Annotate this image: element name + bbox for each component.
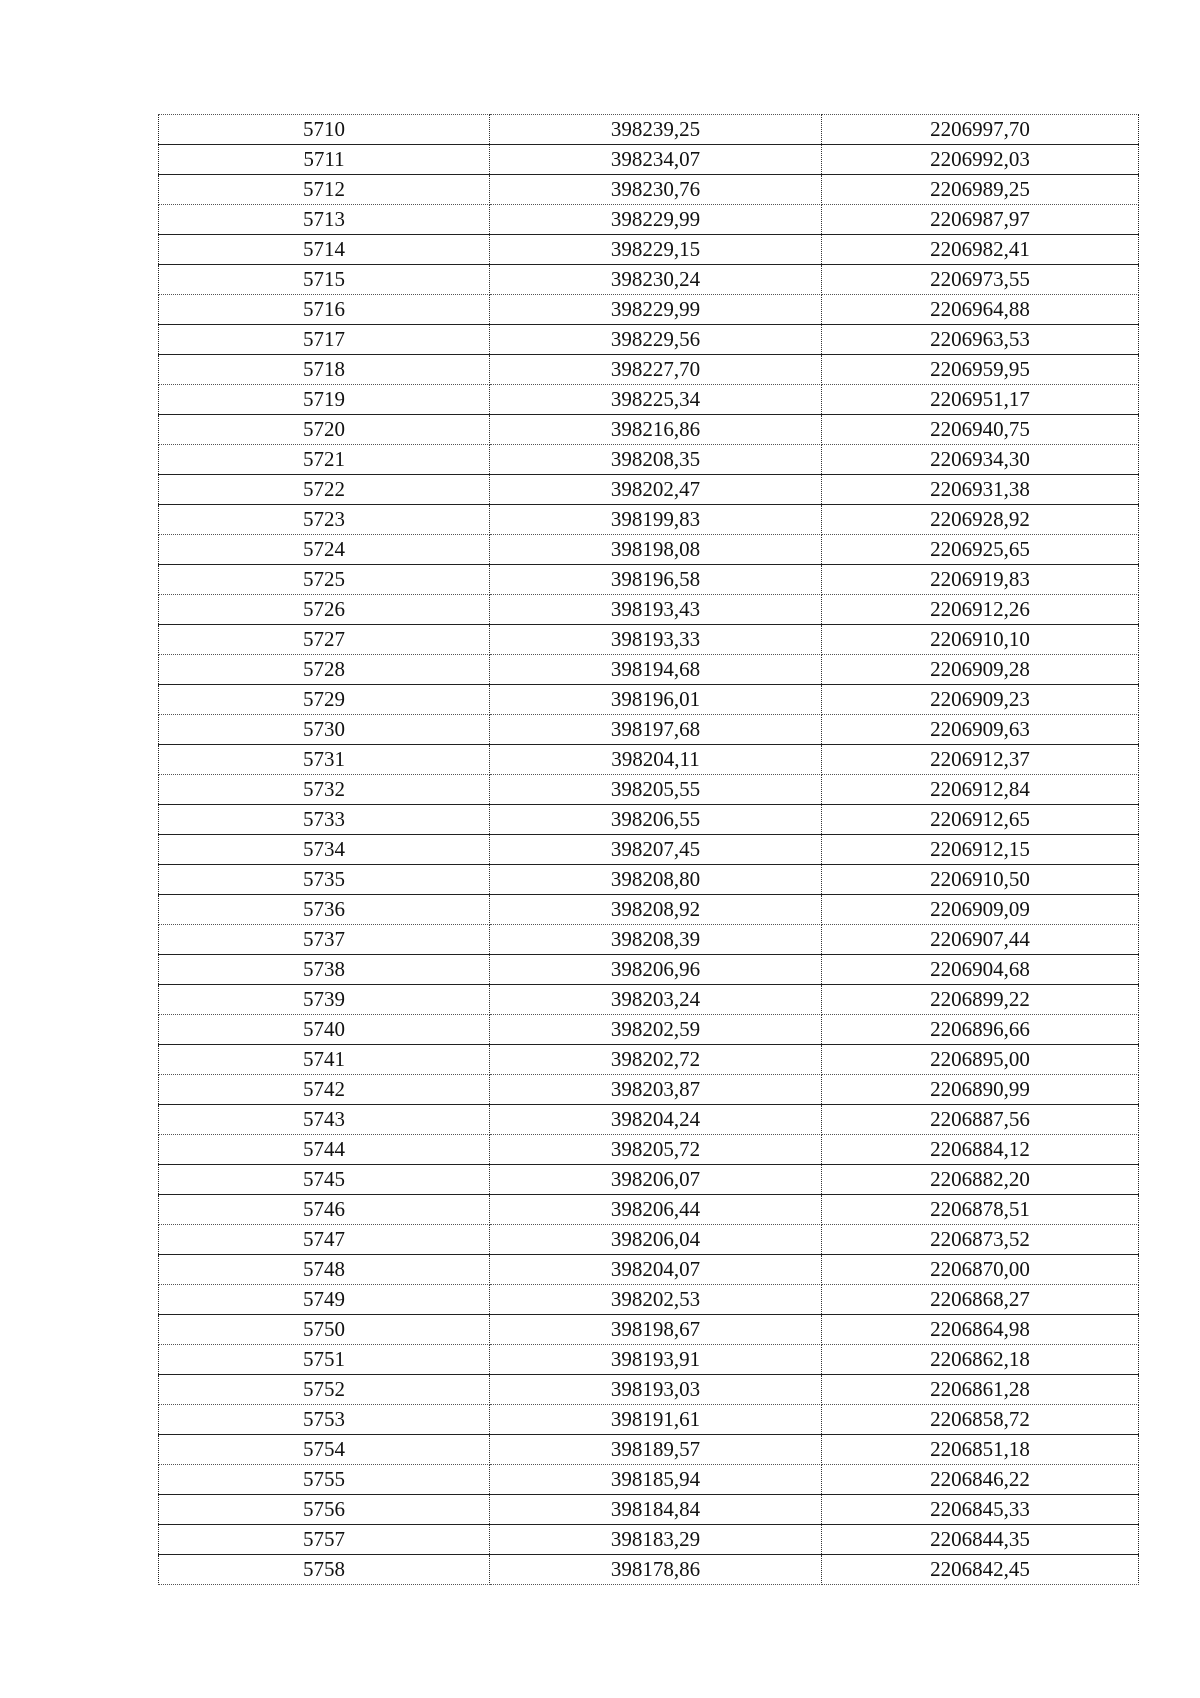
point-number-cell: 5737 — [159, 925, 490, 955]
table-row — [159, 895, 1139, 925]
point-number-cell: 5756 — [159, 1495, 490, 1525]
x-coordinate-cell: 398196,58 — [490, 565, 822, 595]
x-coordinate-cell: 398202,53 — [490, 1285, 822, 1315]
point-number-cell: 5726 — [159, 595, 490, 625]
y-coordinate-cell: 2206989,25 — [822, 175, 1139, 205]
point-number-cell: 5728 — [159, 655, 490, 685]
table-row — [159, 1495, 1139, 1525]
x-coordinate-cell: 398239,25 — [490, 115, 822, 145]
point-number-cell: 5752 — [159, 1375, 490, 1405]
y-coordinate-cell: 2206873,52 — [822, 1225, 1139, 1255]
point-number-cell: 5712 — [159, 175, 490, 205]
y-coordinate-cell: 2206951,17 — [822, 385, 1139, 415]
table-row — [159, 235, 1139, 265]
table-row — [159, 1165, 1139, 1195]
x-coordinate-cell: 398198,67 — [490, 1315, 822, 1345]
point-number-cell: 5725 — [159, 565, 490, 595]
table-row — [159, 265, 1139, 295]
x-coordinate-cell: 398206,07 — [490, 1165, 822, 1195]
point-number-cell: 5736 — [159, 895, 490, 925]
x-coordinate-cell: 398204,11 — [490, 745, 822, 775]
point-number-cell: 5738 — [159, 955, 490, 985]
table-row — [159, 385, 1139, 415]
table-row — [159, 1015, 1139, 1045]
x-coordinate-cell: 398189,57 — [490, 1435, 822, 1465]
table-row — [159, 775, 1139, 805]
table-row — [159, 175, 1139, 205]
x-coordinate-cell: 398194,68 — [490, 655, 822, 685]
table-row — [159, 1105, 1139, 1135]
point-number-cell: 5716 — [159, 295, 490, 325]
table-row — [159, 1525, 1139, 1555]
x-coordinate-cell: 398204,24 — [490, 1105, 822, 1135]
point-number-cell: 5723 — [159, 505, 490, 535]
y-coordinate-cell: 2206912,84 — [822, 775, 1139, 805]
y-coordinate-cell: 2206895,00 — [822, 1045, 1139, 1075]
y-coordinate-cell: 2206870,00 — [822, 1255, 1139, 1285]
table-row — [159, 955, 1139, 985]
table-row — [159, 415, 1139, 445]
point-number-cell: 5734 — [159, 835, 490, 865]
point-number-cell: 5729 — [159, 685, 490, 715]
y-coordinate-cell: 2206919,83 — [822, 565, 1139, 595]
y-coordinate-cell: 2206907,44 — [822, 925, 1139, 955]
x-coordinate-cell: 398206,96 — [490, 955, 822, 985]
y-coordinate-cell: 2206844,35 — [822, 1525, 1139, 1555]
y-coordinate-cell: 2206997,70 — [822, 115, 1139, 145]
table-row — [159, 1345, 1139, 1375]
point-number-cell: 5711 — [159, 145, 490, 175]
y-coordinate-cell: 2206846,22 — [822, 1465, 1139, 1495]
y-coordinate-cell: 2206842,45 — [822, 1555, 1139, 1585]
table-row — [159, 535, 1139, 565]
point-number-cell: 5718 — [159, 355, 490, 385]
table-row — [159, 115, 1139, 145]
y-coordinate-cell: 2206851,18 — [822, 1435, 1139, 1465]
y-coordinate-cell: 2206909,23 — [822, 685, 1139, 715]
point-number-cell: 5722 — [159, 475, 490, 505]
table-row — [159, 1225, 1139, 1255]
y-coordinate-cell: 2206931,38 — [822, 475, 1139, 505]
y-coordinate-cell: 2206868,27 — [822, 1285, 1139, 1315]
y-coordinate-cell: 2206959,95 — [822, 355, 1139, 385]
y-coordinate-cell: 2206909,28 — [822, 655, 1139, 685]
x-coordinate-cell: 398193,43 — [490, 595, 822, 625]
x-coordinate-cell: 398230,24 — [490, 265, 822, 295]
point-number-cell: 5749 — [159, 1285, 490, 1315]
point-number-cell: 5713 — [159, 205, 490, 235]
x-coordinate-cell: 398208,92 — [490, 895, 822, 925]
point-number-cell: 5748 — [159, 1255, 490, 1285]
y-coordinate-cell: 2206845,33 — [822, 1495, 1139, 1525]
table-row — [159, 205, 1139, 235]
point-number-cell: 5754 — [159, 1435, 490, 1465]
point-number-cell: 5744 — [159, 1135, 490, 1165]
x-coordinate-cell: 398205,72 — [490, 1135, 822, 1165]
x-coordinate-cell: 398193,03 — [490, 1375, 822, 1405]
x-coordinate-cell: 398225,34 — [490, 385, 822, 415]
x-coordinate-cell: 398207,45 — [490, 835, 822, 865]
table-row — [159, 625, 1139, 655]
x-coordinate-cell: 398202,47 — [490, 475, 822, 505]
point-number-cell: 5739 — [159, 985, 490, 1015]
point-number-cell: 5753 — [159, 1405, 490, 1435]
point-number-cell: 5758 — [159, 1555, 490, 1585]
y-coordinate-cell: 2206878,51 — [822, 1195, 1139, 1225]
x-coordinate-cell: 398205,55 — [490, 775, 822, 805]
y-coordinate-cell: 2206973,55 — [822, 265, 1139, 295]
table-row — [159, 1315, 1139, 1345]
x-coordinate-cell: 398193,33 — [490, 625, 822, 655]
table-row — [159, 355, 1139, 385]
point-number-cell: 5717 — [159, 325, 490, 355]
point-number-cell: 5733 — [159, 805, 490, 835]
point-number-cell: 5735 — [159, 865, 490, 895]
point-number-cell: 5755 — [159, 1465, 490, 1495]
table-row — [159, 445, 1139, 475]
y-coordinate-cell: 2206896,66 — [822, 1015, 1139, 1045]
x-coordinate-cell: 398185,94 — [490, 1465, 822, 1495]
y-coordinate-cell: 2206940,75 — [822, 415, 1139, 445]
table-row — [159, 1075, 1139, 1105]
table-row — [159, 1285, 1139, 1315]
point-number-cell: 5720 — [159, 415, 490, 445]
point-number-cell: 5741 — [159, 1045, 490, 1075]
table-row — [159, 1045, 1139, 1075]
table-row — [159, 1465, 1139, 1495]
y-coordinate-cell: 2206887,56 — [822, 1105, 1139, 1135]
x-coordinate-cell: 398208,80 — [490, 865, 822, 895]
table-row — [159, 1255, 1139, 1285]
x-coordinate-cell: 398229,15 — [490, 235, 822, 265]
y-coordinate-cell: 2206909,09 — [822, 895, 1139, 925]
x-coordinate-cell: 398229,56 — [490, 325, 822, 355]
point-number-cell: 5730 — [159, 715, 490, 745]
y-coordinate-cell: 2206982,41 — [822, 235, 1139, 265]
y-coordinate-cell: 2206899,22 — [822, 985, 1139, 1015]
table-row — [159, 685, 1139, 715]
point-number-cell: 5757 — [159, 1525, 490, 1555]
table-row — [159, 295, 1139, 325]
y-coordinate-cell: 2206858,72 — [822, 1405, 1139, 1435]
x-coordinate-cell: 398216,86 — [490, 415, 822, 445]
table-row — [159, 1405, 1139, 1435]
y-coordinate-cell: 2206928,92 — [822, 505, 1139, 535]
point-number-cell: 5751 — [159, 1345, 490, 1375]
x-coordinate-cell: 398206,44 — [490, 1195, 822, 1225]
point-number-cell: 5743 — [159, 1105, 490, 1135]
table-row — [159, 595, 1139, 625]
y-coordinate-cell: 2206964,88 — [822, 295, 1139, 325]
table-row — [159, 325, 1139, 355]
x-coordinate-cell: 398202,59 — [490, 1015, 822, 1045]
x-coordinate-cell: 398183,29 — [490, 1525, 822, 1555]
y-coordinate-cell: 2206862,18 — [822, 1345, 1139, 1375]
x-coordinate-cell: 398199,83 — [490, 505, 822, 535]
point-number-cell: 5732 — [159, 775, 490, 805]
table-row — [159, 715, 1139, 745]
table-row — [159, 1135, 1139, 1165]
x-coordinate-cell: 398193,91 — [490, 1345, 822, 1375]
x-coordinate-cell: 398191,61 — [490, 1405, 822, 1435]
point-number-cell: 5719 — [159, 385, 490, 415]
table-row — [159, 1555, 1139, 1585]
x-coordinate-cell: 398204,07 — [490, 1255, 822, 1285]
x-coordinate-cell: 398184,84 — [490, 1495, 822, 1525]
y-coordinate-cell: 2206890,99 — [822, 1075, 1139, 1105]
table-row — [159, 805, 1139, 835]
y-coordinate-cell: 2206864,98 — [822, 1315, 1139, 1345]
table-row — [159, 1435, 1139, 1465]
point-number-cell: 5746 — [159, 1195, 490, 1225]
point-number-cell: 5745 — [159, 1165, 490, 1195]
point-number-cell: 5731 — [159, 745, 490, 775]
table-row — [159, 1375, 1139, 1405]
table-row — [159, 865, 1139, 895]
x-coordinate-cell: 398230,76 — [490, 175, 822, 205]
point-number-cell: 5747 — [159, 1225, 490, 1255]
coordinates-table-body — [159, 115, 1139, 1585]
point-number-cell: 5715 — [159, 265, 490, 295]
table-row — [159, 745, 1139, 775]
table-row — [159, 475, 1139, 505]
y-coordinate-cell: 2206925,65 — [822, 535, 1139, 565]
y-coordinate-cell: 2206912,15 — [822, 835, 1139, 865]
x-coordinate-cell: 398208,35 — [490, 445, 822, 475]
x-coordinate-cell: 398227,70 — [490, 355, 822, 385]
x-coordinate-cell: 398203,24 — [490, 985, 822, 1015]
x-coordinate-cell: 398208,39 — [490, 925, 822, 955]
y-coordinate-cell: 2206963,53 — [822, 325, 1139, 355]
x-coordinate-cell: 398229,99 — [490, 205, 822, 235]
table-row — [159, 835, 1139, 865]
x-coordinate-cell: 398198,08 — [490, 535, 822, 565]
point-number-cell: 5724 — [159, 535, 490, 565]
table-row — [159, 985, 1139, 1015]
y-coordinate-cell: 2206910,50 — [822, 865, 1139, 895]
table-row — [159, 1195, 1139, 1225]
x-coordinate-cell: 398229,99 — [490, 295, 822, 325]
y-coordinate-cell: 2206882,20 — [822, 1165, 1139, 1195]
y-coordinate-cell: 2206987,97 — [822, 205, 1139, 235]
x-coordinate-cell: 398178,86 — [490, 1555, 822, 1585]
y-coordinate-cell: 2206912,26 — [822, 595, 1139, 625]
point-number-cell: 5710 — [159, 115, 490, 145]
coordinates-table — [158, 114, 1139, 1585]
y-coordinate-cell: 2206884,12 — [822, 1135, 1139, 1165]
y-coordinate-cell: 2206912,65 — [822, 805, 1139, 835]
table-row — [159, 655, 1139, 685]
x-coordinate-cell: 398234,07 — [490, 145, 822, 175]
point-number-cell: 5742 — [159, 1075, 490, 1105]
point-number-cell: 5727 — [159, 625, 490, 655]
y-coordinate-cell: 2206909,63 — [822, 715, 1139, 745]
y-coordinate-cell: 2206912,37 — [822, 745, 1139, 775]
x-coordinate-cell: 398202,72 — [490, 1045, 822, 1075]
point-number-cell: 5750 — [159, 1315, 490, 1345]
table-row — [159, 925, 1139, 955]
table-row — [159, 145, 1139, 175]
y-coordinate-cell: 2206934,30 — [822, 445, 1139, 475]
y-coordinate-cell: 2206861,28 — [822, 1375, 1139, 1405]
point-number-cell: 5721 — [159, 445, 490, 475]
table-row — [159, 505, 1139, 535]
table-row — [159, 565, 1139, 595]
point-number-cell: 5714 — [159, 235, 490, 265]
y-coordinate-cell: 2206910,10 — [822, 625, 1139, 655]
x-coordinate-cell: 398196,01 — [490, 685, 822, 715]
x-coordinate-cell: 398206,55 — [490, 805, 822, 835]
x-coordinate-cell: 398197,68 — [490, 715, 822, 745]
y-coordinate-cell: 2206992,03 — [822, 145, 1139, 175]
y-coordinate-cell: 2206904,68 — [822, 955, 1139, 985]
point-number-cell: 5740 — [159, 1015, 490, 1045]
x-coordinate-cell: 398206,04 — [490, 1225, 822, 1255]
x-coordinate-cell: 398203,87 — [490, 1075, 822, 1105]
